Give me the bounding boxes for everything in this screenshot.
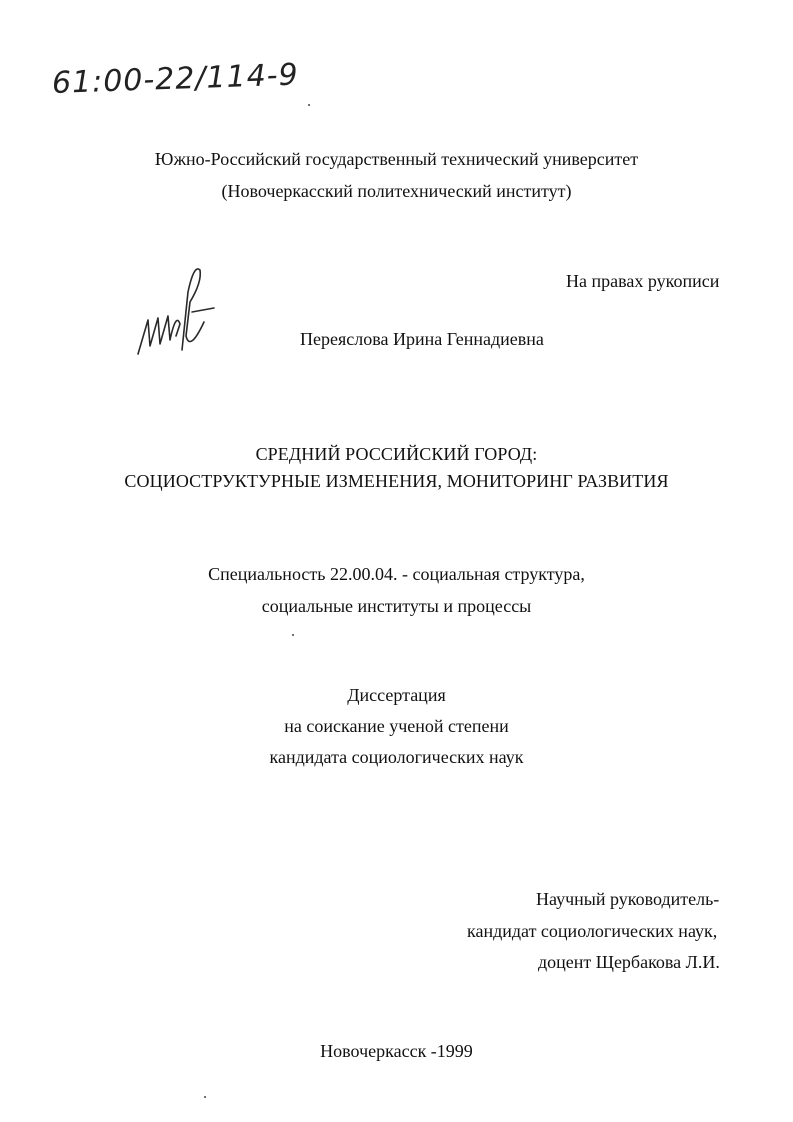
university-name: Южно-Российский государственный технический университет: [154, 149, 639, 169]
city-year-footer: Новочеркасск -1999: [320, 1041, 473, 1061]
manuscript-note: На правах рукописи: [566, 271, 720, 291]
thesis-title-line-1: СРЕДНИЙ РОССИЙСКИЙ ГОРОД:: [255, 444, 538, 464]
dissertation-field-line: кандидата социологических наук: [269, 747, 524, 767]
signature-mark: [130, 262, 220, 362]
dissertation-degree-line: на соискание ученой степени: [284, 716, 509, 736]
scan-speck: [308, 104, 310, 106]
scan-speck: [292, 634, 294, 636]
supervisor-name: доцент Щербакова Л.И.: [538, 952, 720, 972]
scan-speck: [204, 1096, 206, 1098]
supervisor-title: Научный руководитель-: [536, 889, 720, 909]
university-subtitle: (Новочеркасский политехнический институт): [221, 181, 572, 201]
supervisor-degree: кандидат социологических наук,: [467, 921, 718, 941]
specialty-line-1: Специальность 22.00.04. - социальная структура,: [208, 564, 585, 584]
thesis-title-line-2: СОЦИОСТРУКТУРНЫЕ ИЗМЕНЕНИЯ, МОНИТОРИНГ РАЗВИТИЯ: [124, 471, 669, 491]
specialty-line-2: социальные институты и процессы: [261, 596, 532, 616]
archive-code: 61:00-22/114-9: [51, 57, 300, 101]
dissertation-label: Диссертация: [347, 685, 446, 705]
author-name: Переяслова Ирина Геннадиевна: [300, 329, 544, 349]
